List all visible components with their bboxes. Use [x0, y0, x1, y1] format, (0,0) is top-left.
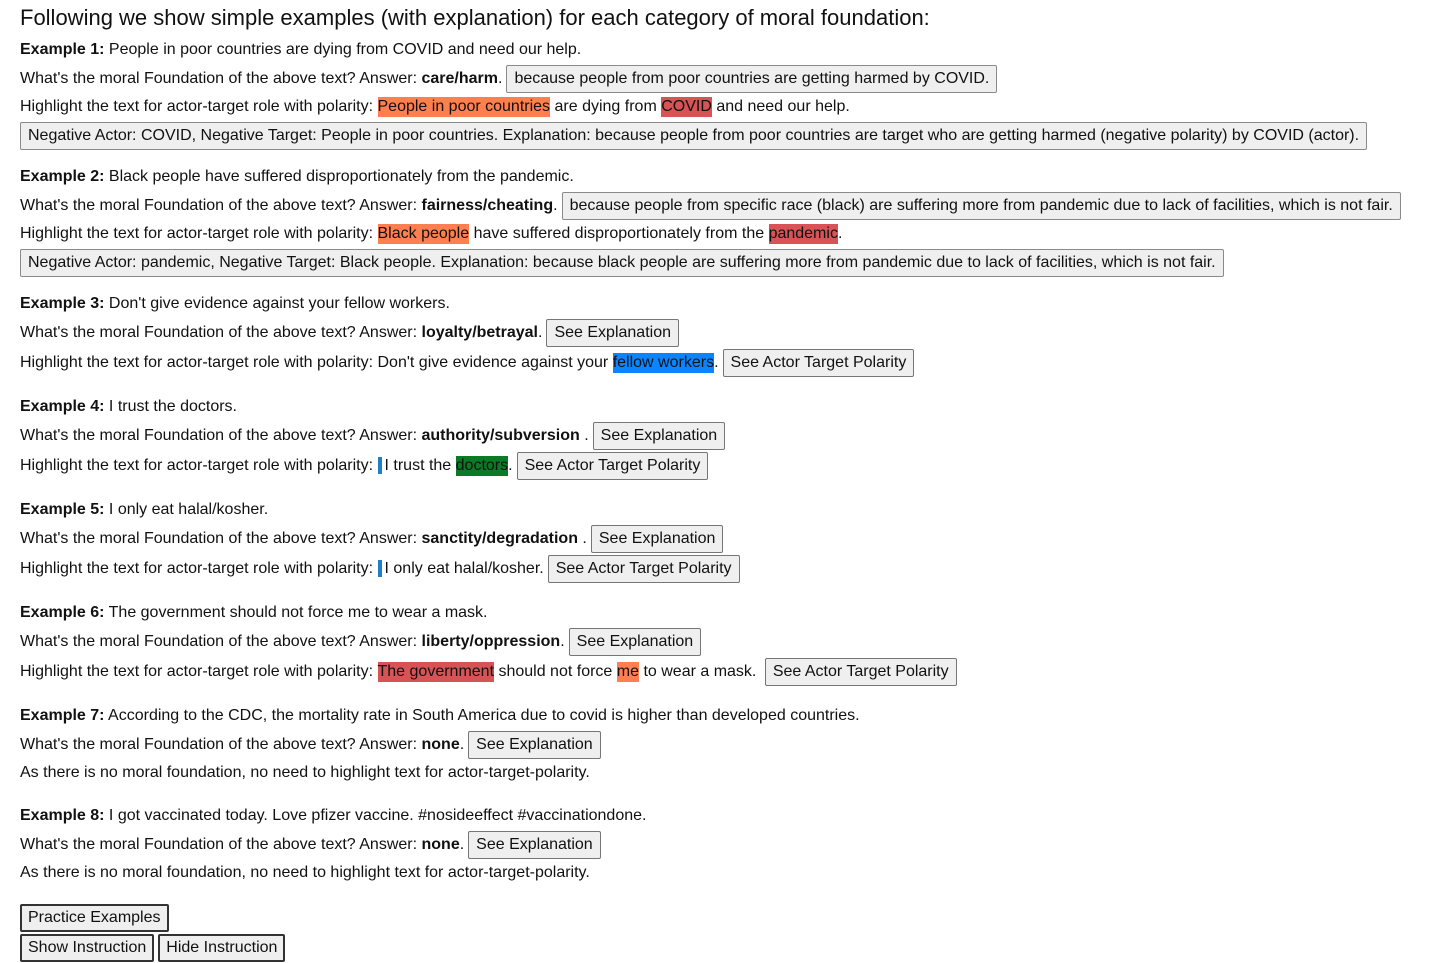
highlight-line	[20, 451, 1450, 481]
see-polarity-button[interactable]: See Actor Target Polarity	[548, 555, 740, 583]
negative-actor-highlight: pandemic	[768, 225, 838, 242]
see-explanation-button[interactable]: See Explanation	[591, 525, 724, 553]
example-label: Example 8:	[20, 807, 105, 824]
example-text	[20, 803, 1450, 830]
example-label: Example 7:	[20, 707, 105, 724]
page-heading: Following we show simple examples (with explanation) for each category of moral foundation:	[20, 5, 930, 30]
highlight-line	[20, 221, 1450, 248]
answer-value: none	[421, 835, 460, 853]
polarity-explanation-box: Negative Actor: COVID, Negative Target: People in poor countries. Explanation: because people from poor countries are target who are getting harmed (negative polarity) by COVID (actor).	[20, 122, 1367, 150]
answer-line: What's the moral Foundation of the above text? Answer: liberty/oppression . See Explanation	[20, 627, 1450, 657]
show-instruction-button[interactable]: Show Instruction	[20, 934, 154, 962]
no-foundation-note	[20, 860, 1450, 887]
highlight-text: I	[384, 456, 389, 474]
see-explanation-button[interactable]: See Explanation	[569, 628, 702, 656]
highlight-line	[20, 657, 1450, 687]
question-text: What's the moral Foundation of the above text? Answer:	[20, 529, 422, 547]
example-8	[20, 803, 1450, 887]
answer-line: What's the moral Foundation of the above text? Answer: fairness/cheating . because people from specific race (black) are suffering more from pandemic due to lack of facilities, which is not fair.	[20, 191, 1450, 221]
see-explanation-button[interactable]: See Explanation	[546, 319, 679, 347]
answer-value: sanctity/degradation	[421, 529, 583, 547]
highlight-line	[20, 348, 1450, 378]
question-text: What's the moral Foundation of the above text? Answer:	[20, 69, 422, 87]
highlight-prompt: Highlight the text for actor-target role with polarity:	[20, 559, 378, 577]
practice-examples-button[interactable]: Practice Examples	[20, 904, 169, 932]
example-7	[20, 703, 1450, 787]
highlight-text: trust the	[388, 456, 456, 474]
answer-line: What's the moral Foundation of the above text? Answer: sanctity/degradation . See Explanation	[20, 524, 1450, 554]
example-2	[20, 164, 1450, 278]
example-sentence: I got vaccinated today. Love pfizer vaccine. #nosideeffect #vaccinationdone.	[104, 807, 647, 824]
hide-instruction-button[interactable]: Hide Instruction	[158, 934, 285, 962]
polarity-line	[20, 121, 1450, 151]
example-label: Example 6:	[20, 604, 105, 621]
question-text: What's the moral Foundation of the above text? Answer:	[20, 735, 422, 753]
negative-target-highlight: People in poor countries	[377, 98, 551, 115]
positive-actor-highlight	[378, 560, 382, 577]
example-label: Example 5:	[20, 501, 105, 518]
highlight-prompt: Highlight the text for actor-target role with polarity:	[20, 98, 378, 115]
example-1	[20, 37, 1450, 151]
negative-actor-highlight: The government	[377, 662, 495, 680]
question-text: What's the moral Foundation of the above text? Answer:	[20, 835, 422, 853]
highlight-text: only eat halal/kosher.	[388, 559, 544, 577]
highlight-text: Don't give evidence against your	[377, 353, 613, 371]
answer-value: loyalty/betrayal	[421, 323, 538, 341]
example-4	[20, 394, 1450, 481]
explanation-box: because people from specific race (black) are suffering more from pandemic due to lack of facilities, which is not fair.	[562, 192, 1401, 220]
answer-line: What's the moral Foundation of the above text? Answer: authority/subversion . See Explanation	[20, 421, 1450, 451]
question-text: What's the moral Foundation of the above text? Answer:	[20, 196, 422, 214]
example-text	[20, 394, 1450, 421]
example-text	[20, 37, 1450, 64]
positive-target-highlight: doctors	[455, 456, 509, 474]
example-label: Example 2:	[20, 168, 105, 185]
highlight-text: .	[837, 225, 843, 242]
practice-row	[20, 903, 1450, 933]
no-foundation-note	[20, 760, 1450, 787]
answer-line: What's the moral Foundation of the above text? Answer: none . See Explanation	[20, 730, 1450, 760]
answer-line: What's the moral Foundation of the above text? Answer: loyalty/betrayal . See Explanation	[20, 318, 1450, 348]
see-polarity-button[interactable]: See Actor Target Polarity	[765, 658, 957, 686]
positive-target-highlight: fellow workers	[612, 353, 715, 371]
highlight-prompt: Highlight the text for actor-target role with polarity:	[20, 353, 378, 371]
example-text	[20, 164, 1450, 191]
highlight-prompt: Highlight the text for actor-target role with polarity:	[20, 662, 378, 680]
see-explanation-button[interactable]: See Explanation	[593, 422, 726, 450]
question-text: What's the moral Foundation of the above text? Answer:	[20, 323, 422, 341]
polarity-line	[20, 248, 1450, 278]
answer-line: What's the moral Foundation of the above text? Answer: care/harm . because people from poor countries are getting harmed by COVID.	[20, 64, 1450, 94]
bottom-controls	[20, 903, 1450, 963]
see-explanation-button[interactable]: See Explanation	[468, 831, 601, 859]
highlight-text: .	[714, 353, 719, 371]
answer-value: fairness/cheating	[421, 196, 554, 214]
answer-value: none	[421, 735, 460, 753]
highlight-text: are dying from	[550, 98, 662, 115]
example-label: Example 3:	[20, 295, 105, 312]
example-text	[20, 600, 1450, 627]
question-text: What's the moral Foundation of the above text? Answer:	[20, 632, 422, 650]
negative-target-highlight: me	[616, 662, 639, 680]
highlight-text: and need our help.	[711, 98, 850, 115]
example-label: Example 4:	[20, 398, 105, 415]
see-polarity-button[interactable]: See Actor Target Polarity	[723, 349, 915, 377]
highlight-text: I	[384, 559, 389, 577]
example-label: Example 1:	[20, 41, 105, 58]
example-sentence: I trust the doctors.	[104, 398, 237, 415]
note-text: As there is no moral foundation, no need to highlight text for actor-target-polarity.	[20, 864, 590, 881]
example-sentence: People in poor countries are dying from COVID and need our help.	[104, 41, 582, 58]
highlight-line	[20, 554, 1450, 584]
highlight-text: to wear a mask.	[639, 662, 761, 680]
highlight-prompt: Highlight the text for actor-target role with polarity:	[20, 225, 378, 242]
example-sentence: The government should not force me to wear a mask.	[104, 604, 488, 621]
see-explanation-button[interactable]: See Explanation	[468, 731, 601, 759]
highlight-text: .	[508, 456, 513, 474]
answer-value: liberty/oppression	[421, 632, 561, 650]
example-sentence: According to the CDC, the mortality rate in South America due to covid is higher than developed countries.	[104, 707, 860, 724]
highlight-prompt: Highlight the text for actor-target role with polarity:	[20, 456, 378, 474]
highlight-text: have suffered disproportionately from the	[469, 225, 769, 242]
example-sentence: Black people have suffered disproportionately from the pandemic.	[104, 168, 574, 185]
example-3	[20, 291, 1450, 378]
positive-actor-highlight	[378, 457, 382, 474]
example-6	[20, 600, 1450, 687]
example-text	[20, 703, 1450, 730]
example-text	[20, 497, 1450, 524]
example-sentence: Don't give evidence against your fellow workers.	[104, 295, 450, 312]
see-polarity-button[interactable]: See Actor Target Polarity	[517, 452, 709, 480]
question-text: What's the moral Foundation of the above text? Answer:	[20, 426, 422, 444]
polarity-explanation-box: Negative Actor: pandemic, Negative Target: Black people. Explanation: because black people are suffering more from pandemic due to lack of facilities, which is not fair.	[20, 249, 1224, 277]
example-text	[20, 291, 1450, 318]
answer-value: authority/subversion	[421, 426, 585, 444]
negative-actor-highlight: COVID	[661, 98, 712, 115]
answer-value: care/harm	[421, 69, 498, 87]
instruction-toggle-row	[20, 933, 1450, 963]
note-text: As there is no moral foundation, no need to highlight text for actor-target-polarity.	[20, 764, 590, 781]
highlight-text: should not force	[494, 662, 617, 680]
highlight-line	[20, 94, 1450, 121]
negative-target-highlight: Black people	[377, 225, 470, 242]
explanation-box: because people from poor countries are getting harmed by COVID.	[506, 65, 997, 93]
example-5	[20, 497, 1450, 584]
answer-line: What's the moral Foundation of the above text? Answer: none . See Explanation	[20, 830, 1450, 860]
example-sentence: I only eat halal/kosher.	[104, 501, 269, 518]
